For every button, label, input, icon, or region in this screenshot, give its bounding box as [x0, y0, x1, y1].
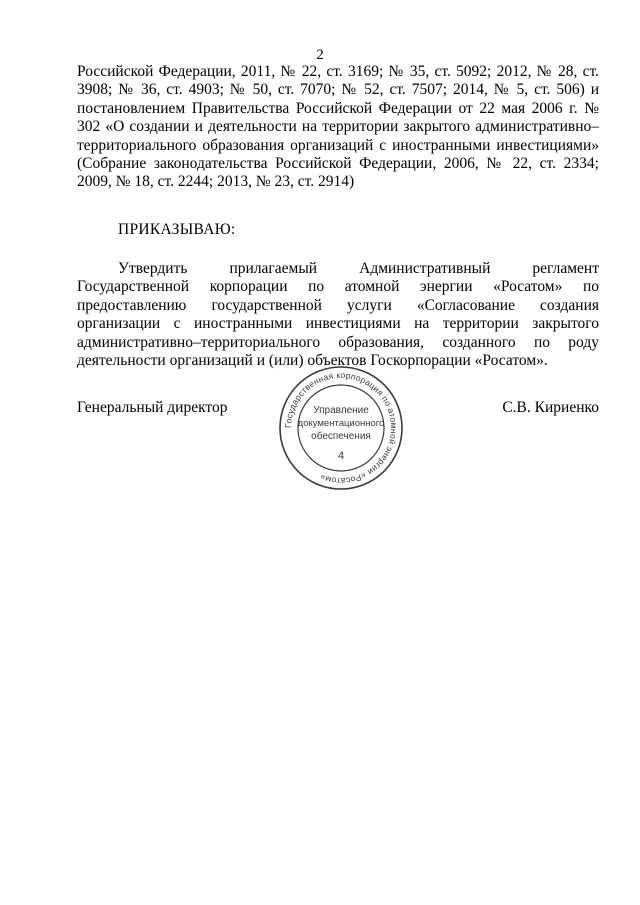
stamp-graphic	[276, 363, 406, 493]
order-text-paragraph: Утвердить прилагаемый Административный регламент Государственной корпорации по атомной энергии «Росатом» по предоставлению государственной услуги «Согласование создания организации с иностранными инвестициями на территории закрытого административно–территориального образования, созданного по роду деятельности организаций и (или) объектов Госкорпорации «Росатом».	[77, 260, 599, 370]
order-heading: ПРИКАЗЫВАЮ:	[118, 221, 236, 238]
signer-name: С.В. Кириенко	[502, 399, 599, 416]
legal-basis-paragraph: Российской Федерации, 2011, № 22, ст. 3169; № 35, ст. 5092; 2012, № 28, ст. 3908; № 36, ст. 4903; № 50, ст. 7070; № 52, ст. 7507; 2014, № 5, ст. 506) и постановлением Правительства Российской Федерации от 22 мая 2006 г. № 302 «О создании и деятельности на территории закрытого административно–территориального образования организаций с иностранными инвестициями» (Собрание законодательства Российской Федерации, 2006, № 22, ст. 2334; 2009, № 18, ст. 2244; 2013, № 23, ст. 2914)	[77, 63, 599, 191]
page-number: 2	[316, 47, 324, 63]
official-stamp	[276, 363, 406, 493]
stamp-ring-text: Государственная корпорация по атомной энергии «Росатом»	[282, 369, 400, 487]
stamp-number: 4	[337, 450, 345, 462]
stamp-line-2: документационного	[297, 418, 385, 429]
stamp-line-1: Управление	[313, 405, 369, 416]
signer-position: Генеральный директор	[77, 399, 228, 416]
stamp-line-3: обеспечения	[311, 431, 371, 442]
